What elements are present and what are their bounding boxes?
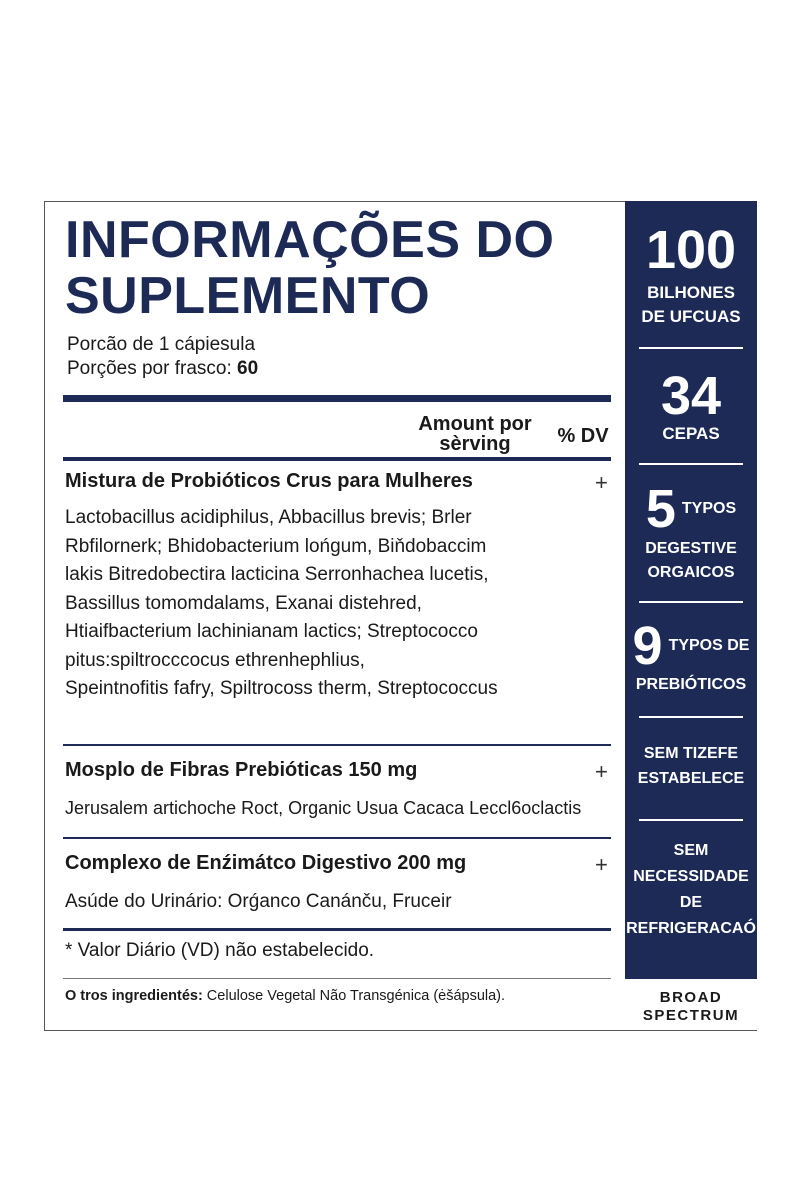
divider-row-3 xyxy=(63,928,611,931)
row-body-prebiotic-fibers xyxy=(65,794,605,823)
sidebar-divider xyxy=(639,463,743,465)
stat-prebiotic-number: 9 xyxy=(632,616,663,676)
sidebar-divider xyxy=(639,601,743,603)
divider-header xyxy=(63,457,611,461)
ingredient-line: Asúde do Urinário: Orǵanco Canánču, Fruceir xyxy=(65,891,452,912)
stat-cfu-number: 100 xyxy=(645,220,737,280)
ingredient-line: Htiaifbacterium lachinianam lactics; Streptococco xyxy=(65,621,478,642)
title-line-2: SUPLEMENTO xyxy=(65,267,431,325)
title-line-1: INFORMAÇÕES DO xyxy=(65,211,555,269)
divider-row-2 xyxy=(63,837,611,839)
ingredient-line: Lactobacillus acidiphilus, Abbacillus brevis; Brler xyxy=(65,507,472,528)
other-ingredients-label: O tros ingredientés: xyxy=(65,988,203,1004)
stat-cfu-line-1: BILHONES xyxy=(647,283,735,302)
broad-spectrum-badge xyxy=(625,989,757,1025)
other-ingredients xyxy=(65,988,505,1004)
claim-2-line-4: REFRIGERACAÓ xyxy=(626,920,756,937)
row-body-digestive-enzymes xyxy=(65,888,605,917)
claims-sidebar xyxy=(625,201,757,979)
panel-title xyxy=(65,212,625,324)
amount-header-line-1: Amount por xyxy=(418,413,532,435)
divider-footnote xyxy=(63,978,611,979)
facts-main xyxy=(45,202,625,1030)
stat-digestive-label: TYPOS xyxy=(681,500,737,517)
stat-strains-number: 34 xyxy=(660,366,722,426)
stat-prebiotic-label: TYPOS DE xyxy=(668,637,750,654)
stat-cfu-line-2: DE UFCUAS xyxy=(641,307,741,326)
daily-value-footnote: * Valor Diário (VD) não estabelecido. xyxy=(65,940,375,961)
row-body-probiotic-blend xyxy=(65,504,605,704)
servings-label: Porções por frasco: xyxy=(67,358,238,379)
claim-2-line-2: NECESSIDADE xyxy=(633,868,749,885)
amount-header-line-2: sèrving xyxy=(439,433,511,455)
stat-strains-label: CEPAS xyxy=(662,424,720,443)
row-title-prebiotic-fibers: Mosplo de Fibras Prebióticas 150 mg xyxy=(65,759,418,781)
ingredient-line: Bassillus tomomdalams, Exanai distehred, xyxy=(65,592,422,614)
amount-per-serving-header xyxy=(405,414,545,454)
divider-row-1 xyxy=(63,744,611,746)
divider-thick xyxy=(63,395,611,402)
serving-size: Porcão de 1 cápiesula xyxy=(67,334,256,355)
badge-line-1: BROAD xyxy=(659,989,723,1006)
row-title-digestive-enzymes: Complexo de Enźimátco Digestivo 200 mg xyxy=(65,852,467,874)
ingredient-line: lakis Bitredobectira lacticina Serronhachea lucetis, xyxy=(65,564,489,585)
ingredient-line: Rbfilornerk; Bhidobacterium lońgum, Biňdobaccim xyxy=(65,535,487,557)
stat-digestive-number: 5 xyxy=(645,479,676,539)
row-title-probiotic-blend: Mistura de Probióticos Crus para Mulheres xyxy=(65,470,473,492)
stat-digestive-line-1: DEGESTIVE xyxy=(645,540,737,557)
daily-value-header: % DV xyxy=(557,425,609,447)
sidebar-divider xyxy=(639,819,743,821)
claim-1-line-2: ESTABELECE xyxy=(637,770,745,787)
claim-2-line-3: DE xyxy=(679,894,703,911)
servings-value: 60 xyxy=(237,358,259,379)
badge-line-2: SPECTRUM xyxy=(642,1007,740,1024)
servings-per-container xyxy=(67,358,258,380)
ingredient-line: Jerusalem artichoche Roct, Organic Usua Cacaca Leccl6oclactis xyxy=(65,798,582,818)
row-plus-probiotic-blend: + xyxy=(595,470,608,495)
other-ingredients-value: Celulose Vegetal Não Transgénica (ėšápsula). xyxy=(202,988,506,1004)
stat-prebiotic-line-1: PREBIÓTICOS xyxy=(635,676,747,693)
stat-digestive-line-2: ORGAICOS xyxy=(647,564,735,581)
ingredient-line: pitus:spiltrocccocus ethrenhephlius, xyxy=(65,649,365,671)
row-plus-digestive-enzymes: + xyxy=(595,852,608,877)
sidebar-divider xyxy=(639,347,743,349)
sidebar-divider xyxy=(639,716,743,718)
stat-digestive-types xyxy=(625,479,757,539)
claim-2-line-1: SEM xyxy=(673,842,709,859)
row-plus-prebiotic-fibers: + xyxy=(595,759,608,784)
claim-1-line-1: SEM TIZEFE xyxy=(643,745,739,762)
ingredient-line: Speintnofitis fafry, Spiltrocoss therm, Streptococcus xyxy=(65,678,498,699)
stat-prebiotic-types xyxy=(625,616,757,676)
